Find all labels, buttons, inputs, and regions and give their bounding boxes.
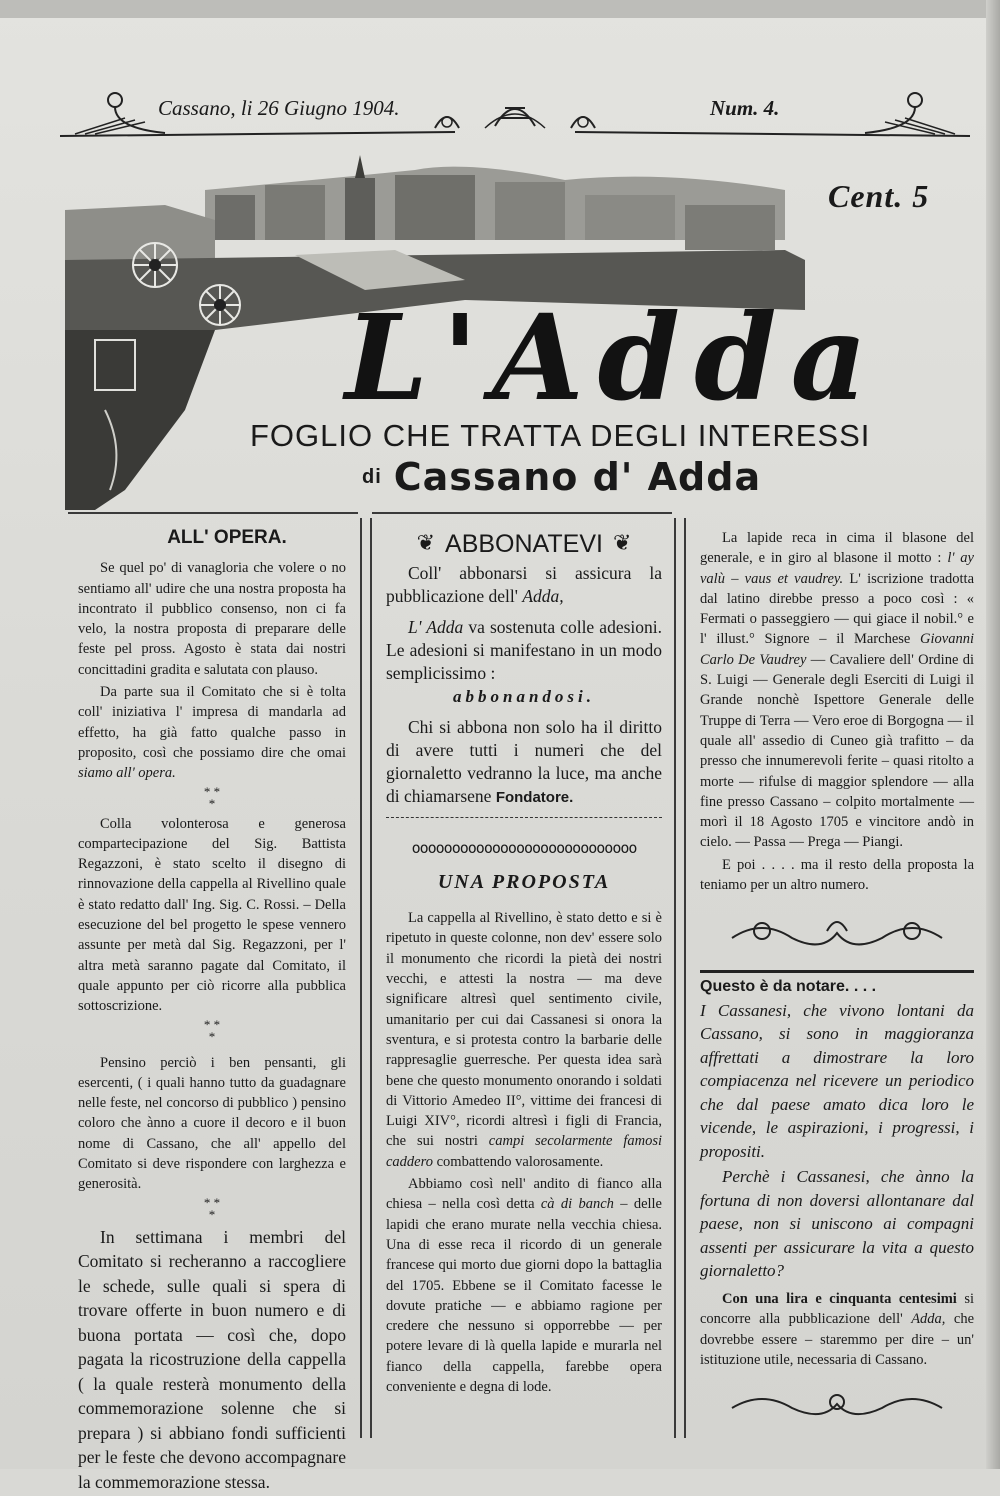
scroll-ornament-icon xyxy=(722,913,952,953)
text: combattendo valorosamente. xyxy=(436,1153,604,1170)
notare-body xyxy=(700,999,974,1283)
paragraph: In settimana i membri del Comitato si recheranno a raccogliere le schede, sulle quali si spera di trovare offerte in buon numero e di buona portata — così che, dopo pagata la ricostruzione della cappella ( la quale resterà monumento della commemorazione solenne che si prepara ) si abbiano fondi sufficienti per le feste che devono accompagnare la commemorazione stessa. xyxy=(78,1226,346,1492)
abbonatevi-body xyxy=(386,562,662,808)
paragraph xyxy=(386,1174,662,1397)
paragraph xyxy=(386,616,662,685)
paragraph xyxy=(386,908,662,1172)
text: La cappella al Rivellino, è stato detto e si è ripetuto in queste colonne, non dev' essere solo il monumento che ricordi la pietà dei nostri vecchi, e attesti la nostra — ma deve significare altresì quel sentimento civile, umanitario per cui dai Cassanesi si onora la sventura, e si protesta contro la barbarie delle rappresaglie guerresche. Per questa idea sarà bene che questo monumento onorando i soldati di Vittorio Amedeo II°, vittime dei francesi di Luigi XIV°, ricordi altresì i figli di Francia, che sui nostri xyxy=(386,910,662,1150)
paragraph xyxy=(700,528,974,853)
rule-thick xyxy=(700,970,974,973)
asterism: * * * xyxy=(203,1194,221,1222)
paper-edge-right xyxy=(986,0,1000,1469)
spaced-word: abbonandosi. xyxy=(453,687,595,707)
text-bold: Fondatore. xyxy=(495,788,574,806)
rule-top-col1 xyxy=(68,512,358,514)
masthead-subtitle: FOGLIO CHE TRATTA DEGLI INTERESSI xyxy=(250,418,871,453)
asterism: * * * xyxy=(203,1016,221,1044)
paragraph: Se quel po' di vanagloria che volere o no sentiamo all' udire che una nostra proposta ha incontrato il pubblico consenso, non ci fa velo, la nostra proposta di preparare delle feste pel pross. Agosto è stata dai nostri concittadini gradita e salutata con plauso. xyxy=(78,560,346,678)
wavy-rule xyxy=(386,817,662,824)
fleuron-left-icon: ❦ xyxy=(416,531,436,556)
text: va sostenuta colle adesioni. Le adesioni si manifestano in un modo semplicissimo : xyxy=(386,617,662,684)
paragraph: I Cassanesi, che vivono lontani da Cassano, si sono in maggioranza affrettati a dimostrare la loro compiacenza nel ricevere un periodico che dal paese amato dica loro le vicende, le aspirazioni, i progressi, i propositi. xyxy=(700,1000,974,1161)
paragraph xyxy=(386,716,662,809)
asterism: * * * xyxy=(203,783,221,811)
paragraph xyxy=(78,682,346,783)
paragraph: E poi . . . . ma il resto della proposta la teniamo per un altro numero. xyxy=(700,856,974,894)
text: Coll' abbonarsi si assicura la pubblicazione dell' xyxy=(386,563,662,607)
abbonatevi-heading xyxy=(386,530,662,558)
text: L' iscrizione tradotta dal latino direbbe presso a poco così : « Fermati o passeggiero — qui giace il nobil.° e l' illust.° Signore – il Marchese xyxy=(700,570,975,648)
text-italic: l' ay valù – vaus et vaudrey. xyxy=(700,550,974,587)
subtitle-di: di xyxy=(362,465,382,488)
text-italic: siamo all' opera. xyxy=(78,765,176,782)
notare-heading: Questo è da notare. . . . xyxy=(700,977,877,995)
column-2 xyxy=(386,528,662,1399)
text-italic: Giovanni Carlo De Vaudrey xyxy=(700,631,975,668)
scroll-ornament xyxy=(700,913,974,959)
column-rule-1b xyxy=(370,518,372,1438)
text: – delle lapidi che erano murate nella vecchia chiesa. Una di esse reca il ricordo di un generale francese qui morto due giorni dopo la battaglia del 1705. Ebbene se il Comitato facesse le dovute pratiche — e abbiamo ragione per credere che nessuno si opporrebbe — per potere levare di là quella lapide e murarla nel fianco della cappella, farebbe opera conveniente e degna di lode. xyxy=(386,1196,662,1396)
masthead-title: L'Adda xyxy=(345,288,882,427)
column-1 xyxy=(78,528,346,1496)
paragraph: Pensino perciò i ben pensanti, gli esercenti, ( i quali hanno tutto da guadagnare nelle feste, nel concorso di pubblico ) pensino coloro che ànno a cuore il decoro e il buon nome di Cassano, che all' appello del Comitato si deve rispondere con larghezza e generosità. xyxy=(78,1054,346,1193)
paragraph xyxy=(386,562,662,608)
text-bold: Con una lira e cinquanta centesimi xyxy=(722,1290,957,1307)
text-italic: Adda, xyxy=(911,1311,946,1328)
article-heading-proposta: UNA PROPOSTA xyxy=(437,870,611,893)
fleuron-right-icon: ❦ xyxy=(612,531,632,556)
issue-number: Num. 4. xyxy=(710,96,780,120)
text: che dovrebbe essere – staremmo per dire – un' istituzione utile, necessaria di Cassano. xyxy=(700,1311,975,1368)
scroll-ornament-bottom-icon xyxy=(722,1388,952,1424)
text: si concorre alla pubblicazione dell' xyxy=(700,1290,975,1328)
column-3 xyxy=(700,528,974,1440)
text-italic: cà di banch xyxy=(540,1196,614,1213)
paper-edge-top xyxy=(0,0,1000,18)
dateline: Cassano, li 26 Giugno 1904. xyxy=(158,96,400,120)
text: Chi si abbona non solo ha il diritto di avere tutti i numeri che del giornaletto vedranno la luce, ma anche di chiamarsene xyxy=(386,716,662,806)
rule-top-col2 xyxy=(372,512,672,514)
price: Cent. 5 xyxy=(828,178,930,214)
large-paragraph-block xyxy=(78,1225,346,1495)
text: Da parte sua il Comitato che si è tolta coll' iniziativa l' impresa di mandarla ad effetto, ha già fatto qualche passo in proposito, così che possiamo dire che omai xyxy=(78,684,346,761)
article-heading-opera: ALL' OPERA. xyxy=(167,527,287,548)
masthead-place-line xyxy=(362,455,761,499)
text: Abbiamo così nell' andito di fianco alla chiesa – nella così detta xyxy=(386,1176,662,1213)
paragraph: Colla volonterosa e generosa compartecipazione del Sig. Battista Regazzoni, è stato scelto il disegno di rinnovazione della cappella al Rivellino quale è stato redatto dall' Ing. Sig. C. Rossi. – Della esecuzione del bel progetto le spese vennero assunte per metà dal Sig. Regazzoni, per l' altra metà saranno pagate dal Comitato, il quale appunto per ciò ricorre alla pubblica sottoscrizione. xyxy=(78,815,346,1015)
column-rule-2b xyxy=(684,518,686,1438)
text-italic: L' Adda xyxy=(408,617,464,638)
paragraph xyxy=(700,1289,974,1370)
chain-ornament: oooooooooooooooooooooooooooo xyxy=(411,838,637,857)
scroll-ornament-bottom xyxy=(700,1388,974,1430)
subtitle-place: Cassano d' Adda xyxy=(393,455,762,499)
text: — Cavaliere dell' Ordine di S. Luigi — Generale degli Eserciti di Luigi il Grande nonchè Ispettore Generale delle Truppe di Terra — Vero eroe di Borgogna — il quale all' assedio di Cuneo già trafitto – da presso che innumerevoli ferite – quasi ritolto a morte — rifulse di maggior splendore — alla fine presso Cassano – colpito mortalmente — morì il 18 Agosto 1705 e vincitore andò in cielo. — Passa — Prega — Piangi. xyxy=(700,651,975,851)
paragraph: Perchè i Cassanesi, che ànno la fortuna di non doversi allontanare dal paese, non si uniscono ai compagni assenti per assicurare la vita a questo giornaletto? xyxy=(700,1167,974,1281)
column-rule-2 xyxy=(674,518,676,1438)
text: La lapide reca in cima il blasone del generale, e in giro al blasone il motto : xyxy=(700,530,974,567)
text-italic: Adda, xyxy=(522,586,564,607)
text-italic: campi secolarmente famosi caddero xyxy=(386,1133,662,1170)
abbonatevi-title: ABBONATEVI xyxy=(445,530,603,558)
column-rule-1 xyxy=(360,518,362,1438)
